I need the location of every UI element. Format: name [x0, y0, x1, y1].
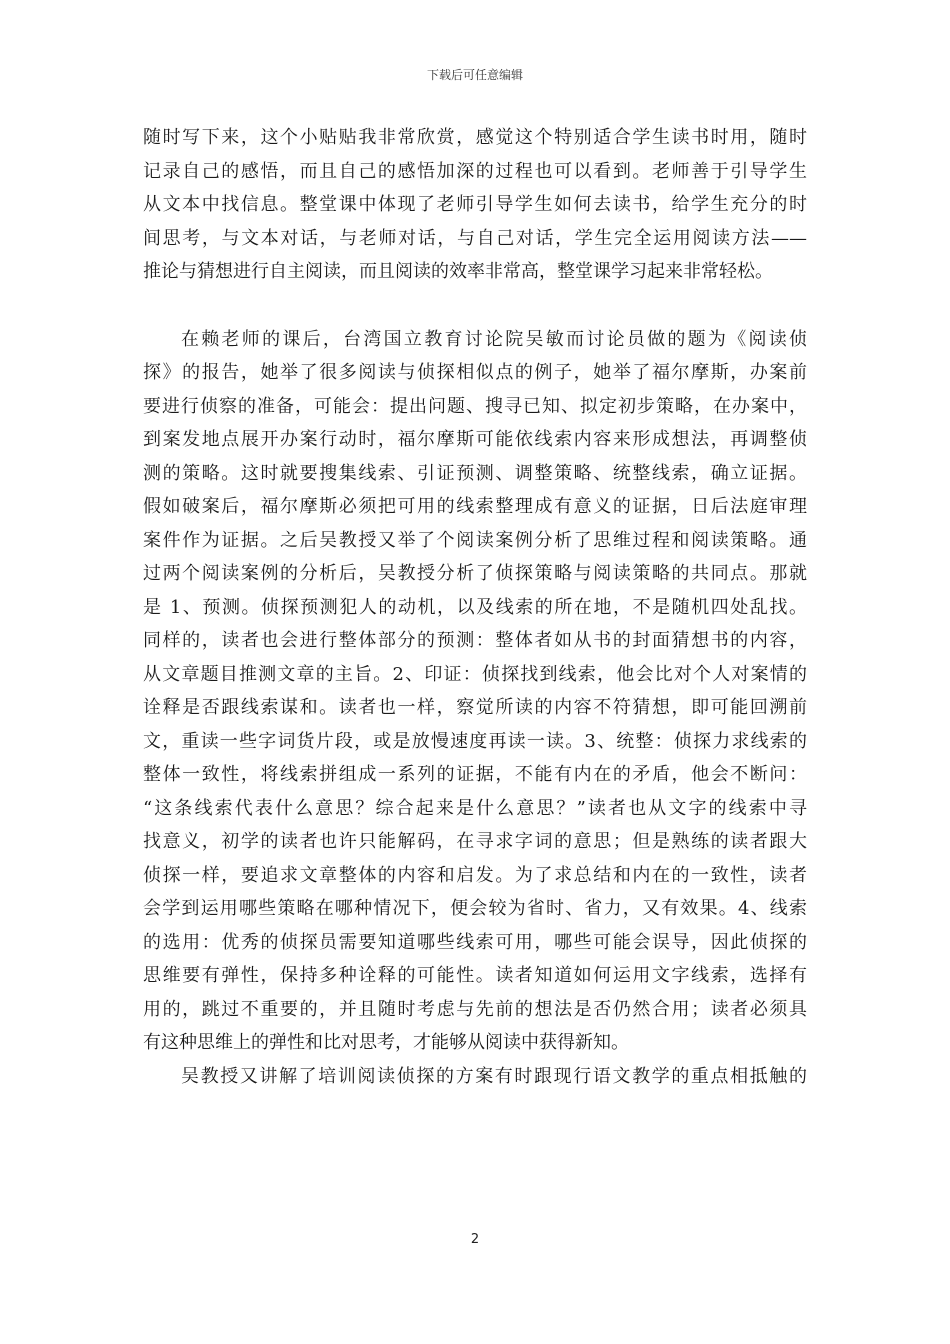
text-line: 间思考，与文本对话，与老师对话，与自己对话，学生完全运用阅读方法—— [143, 227, 807, 249]
text-line: 用的，跳过不重要的，并且随时考虑与先前的想法是否仍然合用；读者必须具 [143, 998, 807, 1020]
paragraph-2 [143, 323, 807, 1060]
text-line: 侦探一样，要追求文章整体的内容和启发。为了求总结和内在的一致性，读者 [143, 864, 807, 886]
text-line: 整体一致性，将线索拼组成一系列的证据，不能有内在的矛盾，他会不断问： [143, 764, 807, 785]
text-line: 从文本中找信息。整堂课中体现了老师引导学生如何去读书，给学生充分的时 [143, 194, 807, 215]
text-line: 思维要有弹性，保持多种诠释的可能性。读者知道如何运用文字线索，选择有 [143, 965, 807, 986]
text-line: 的选用：优秀的侦探员需要知道哪些线索可用，哪些可能会误导，因此侦探的 [143, 931, 807, 953]
text-line: 到案发地点展开办案行动时，福尔摩斯可能依线索内容来形成想法，再调整侦 [143, 429, 807, 450]
text-line: 吴教授又讲解了培训阅读侦探的方案有时跟现行语文教学的重点相抵触的 [181, 1065, 807, 1087]
text-line: 测的策略。这时就要搜集线索、引证预测、调整策略、统整线索，确立证据。 [143, 462, 807, 484]
text-line: 假如破案后，福尔摩斯必须把可用的线索整理成有意义的证据，日后法庭审理 [143, 496, 807, 517]
paragraph-spacer [143, 289, 807, 323]
page-header: 下载后可任意编辑 [426, 68, 523, 82]
text-line: 是 1、预测。侦探预测犯人的动机，以及线索的所在地，不是随机四处乱找。 [143, 596, 807, 618]
text-line: 会学到运用哪些策略在哪种情况下，便会较为省时、省力，又有效果。4、线索 [143, 898, 807, 919]
page-number: 2 [470, 1232, 480, 1247]
document-body [143, 121, 807, 1093]
text-line: 从文章题目推测文章的主旨。2、印证：侦探找到线索，他会比对个人对案情的 [143, 663, 807, 685]
paragraph-1 [143, 121, 807, 289]
text-line: 在赖老师的课后，台湾国立教育讨论院吴敏而讨论员做的题为《阅读侦 [181, 328, 807, 350]
text-line: 同样的，读者也会进行整体部分的预测：整体者如从书的封面猜想书的内容， [143, 630, 807, 651]
text-line: 有这种思维上的弹性和比对思考，才能够从阅读中获得新知。 [143, 1032, 629, 1053]
paragraph-3 [143, 1060, 807, 1094]
text-line: 案件作为证据。之后吴教授又举了个阅读案例分析了思维过程和阅读策略。通 [143, 529, 807, 551]
text-line: 诠释是否跟线索谋和。读者也一样，察觉所读的内容不符猜想，即可能回溯前 [143, 697, 807, 718]
text-line: 随时写下来，这个小贴贴我非常欣赏，感觉这个特别适合学生读书时用，随时 [143, 127, 807, 148]
text-line: 过两个阅读案例的分析后，吴教授分析了侦探策略与阅读策略的共同点。那就 [143, 563, 807, 584]
text-line: 文，重读一些字词货片段，或是放慢速度再读一读。3、统整：侦探力求线索的 [143, 730, 807, 752]
text-line: “这条线索代表什么意思？综合起来是什么意思？”读者也从文字的线索中寻 [143, 797, 807, 819]
text-line: 找意义，初学的读者也许只能解码，在寻求字词的意思；但是熟练的读者跟大 [143, 831, 807, 852]
text-line: 要进行侦察的准备，可能会：提出问题、搜寻已知、拟定初步策略，在办案中， [143, 395, 807, 417]
text-line: 推论与猜想进行自主阅读，而且阅读的效率非常高，整堂课学习起来非常轻松。 [143, 261, 773, 282]
text-line: 探》的报告，她举了很多阅读与侦探相似点的例子，她举了福尔摩斯，办案前 [143, 362, 807, 383]
text-line: 记录自己的感悟，而且自己的感悟加深的过程也可以看到。老师善于引导学生 [143, 160, 807, 182]
